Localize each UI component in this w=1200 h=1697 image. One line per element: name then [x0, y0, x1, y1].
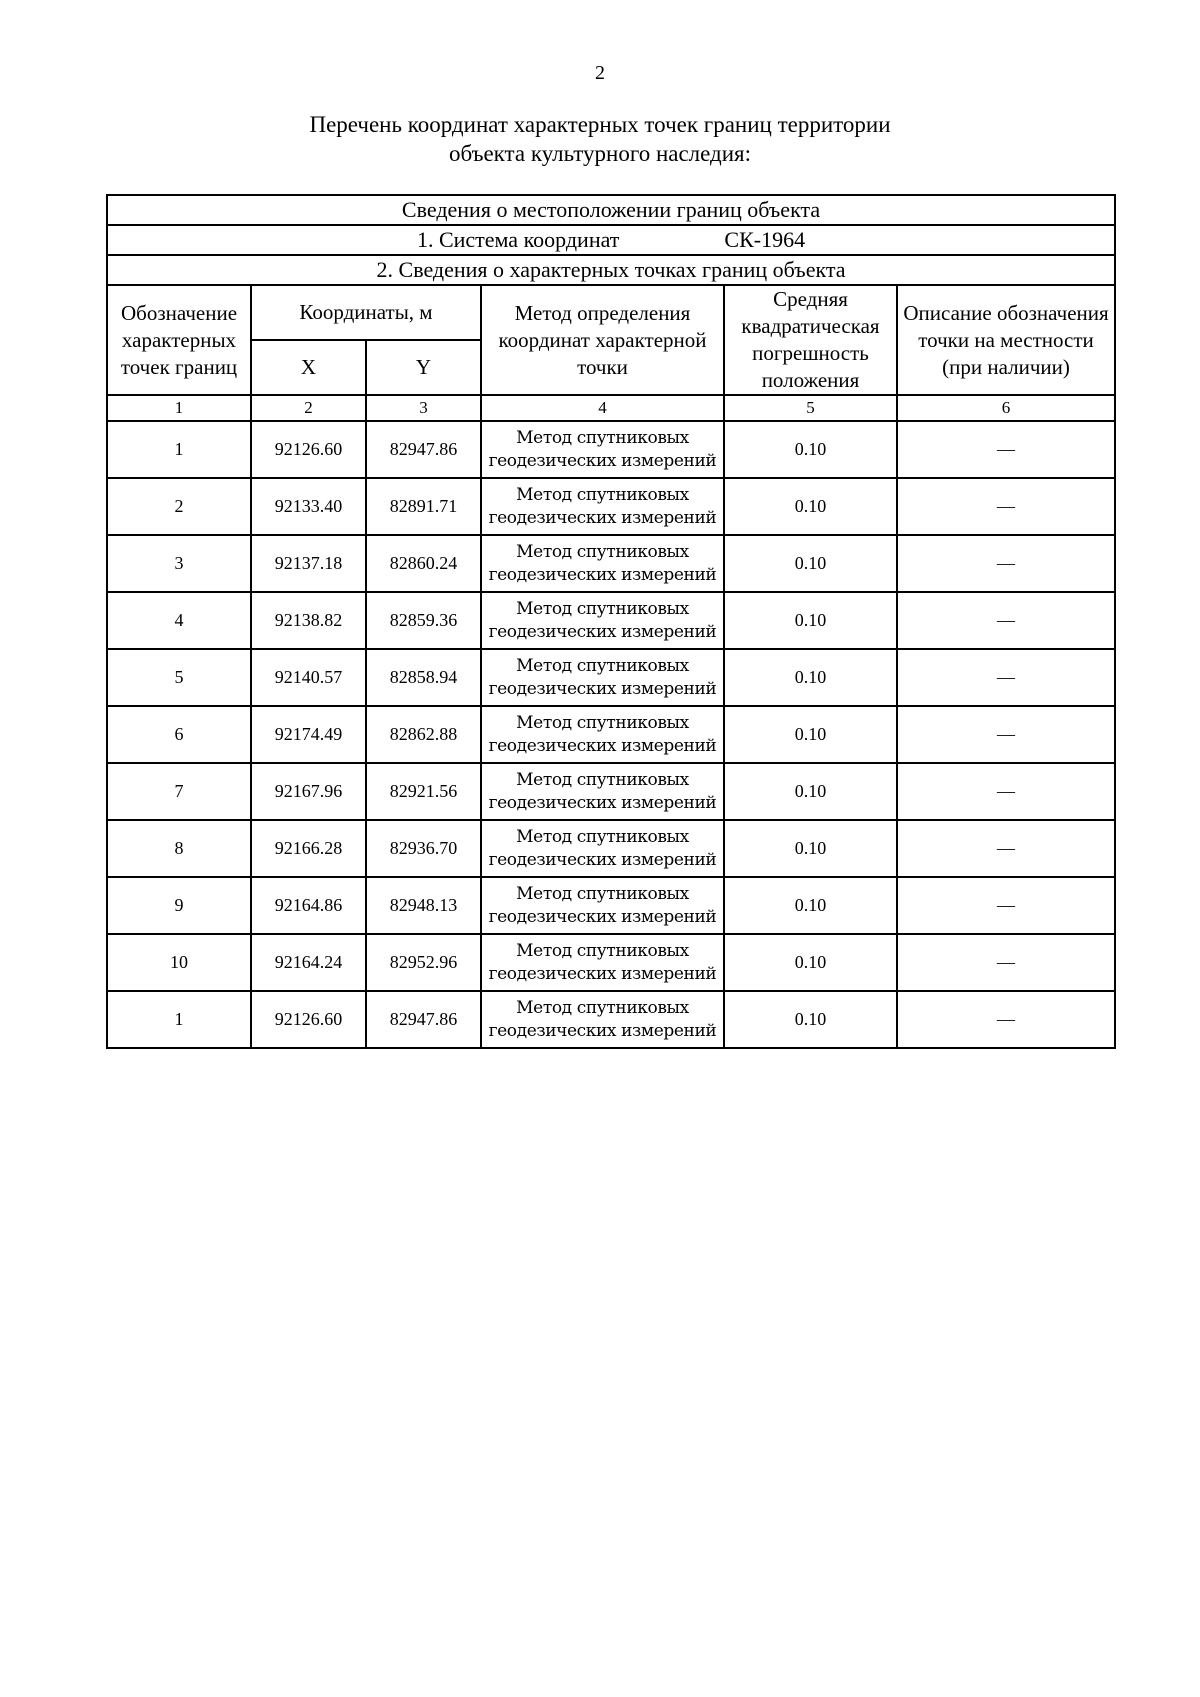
- error-cell: 0.10: [724, 535, 897, 592]
- column-number: 4: [481, 395, 724, 421]
- point-number-cell: 5: [107, 649, 251, 706]
- description-cell: —: [897, 934, 1115, 991]
- point-number-cell: 1: [107, 421, 251, 478]
- y-coordinate-cell: 82860.24: [366, 535, 481, 592]
- y-coordinate-cell: 82947.86: [366, 421, 481, 478]
- method-cell: Метод спутниковых геодезических измерений: [481, 592, 724, 649]
- description-cell: —: [897, 706, 1115, 763]
- table-row: [107, 649, 1115, 706]
- description-cell: —: [897, 991, 1115, 1048]
- y-coordinate-cell: 82921.56: [366, 763, 481, 820]
- table-row: [107, 934, 1115, 991]
- y-coordinate-cell: 82859.36: [366, 592, 481, 649]
- coordinates-table: [106, 194, 1116, 1049]
- table-row: [107, 535, 1115, 592]
- x-coordinate-cell: 92133.40: [251, 478, 366, 535]
- table-row: [107, 877, 1115, 934]
- coordinate-system-label: 1. Система координат: [416, 227, 620, 252]
- column-number: 1: [107, 395, 251, 421]
- column-number: 6: [897, 395, 1115, 421]
- description-cell: —: [897, 421, 1115, 478]
- error-cell: 0.10: [724, 763, 897, 820]
- points-caption: 2. Сведения о характерных точках границ объекта: [107, 255, 1115, 285]
- method-cell: Метод спутниковых геодезических измерений: [481, 877, 724, 934]
- header-method: Метод определения координат характерной точки: [481, 285, 724, 395]
- header-designation: Обозначение характерных точек границ: [107, 285, 251, 395]
- description-cell: —: [897, 478, 1115, 535]
- method-cell: Метод спутниковых геодезических измерений: [481, 535, 724, 592]
- x-coordinate-cell: 92140.57: [251, 649, 366, 706]
- x-coordinate-cell: 92167.96: [251, 763, 366, 820]
- method-cell: Метод спутниковых геодезических измерений: [481, 478, 724, 535]
- description-cell: —: [897, 535, 1115, 592]
- x-coordinate-cell: 92164.24: [251, 934, 366, 991]
- y-coordinate-cell: 82947.86: [366, 991, 481, 1048]
- point-number-cell: 10: [107, 934, 251, 991]
- method-cell: Метод спутниковых геодезических измерений: [481, 991, 724, 1048]
- x-coordinate-cell: 92126.60: [251, 991, 366, 1048]
- table-row: [107, 763, 1115, 820]
- header-y: Y: [366, 340, 481, 395]
- method-cell: Метод спутниковых геодезических измерений: [481, 649, 724, 706]
- point-number-cell: 1: [107, 991, 251, 1048]
- description-cell: —: [897, 649, 1115, 706]
- error-cell: 0.10: [724, 592, 897, 649]
- header-x: X: [251, 340, 366, 395]
- table-row: [107, 421, 1115, 478]
- y-coordinate-cell: 82858.94: [366, 649, 481, 706]
- coordinate-system-value: СК-1964: [724, 227, 806, 252]
- x-coordinate-cell: 92164.86: [251, 877, 366, 934]
- x-coordinate-cell: 92174.49: [251, 706, 366, 763]
- point-number-cell: 6: [107, 706, 251, 763]
- x-coordinate-cell: 92166.28: [251, 820, 366, 877]
- point-number-cell: 9: [107, 877, 251, 934]
- header-error: Средняя квадратическая погрешность положения: [724, 285, 897, 395]
- point-number-cell: 3: [107, 535, 251, 592]
- point-number-cell: 8: [107, 820, 251, 877]
- table-row: [107, 592, 1115, 649]
- error-cell: 0.10: [724, 649, 897, 706]
- y-coordinate-cell: 82936.70: [366, 820, 481, 877]
- title-line-1: Перечень координат характерных точек границ территории: [309, 112, 891, 137]
- error-cell: 0.10: [724, 421, 897, 478]
- column-number: 2: [251, 395, 366, 421]
- method-cell: Метод спутниковых геодезических измерений: [481, 820, 724, 877]
- error-cell: 0.10: [724, 706, 897, 763]
- header-coordinates: Координаты, м: [251, 285, 481, 340]
- error-cell: 0.10: [724, 991, 897, 1048]
- page-number: 2: [595, 62, 605, 84]
- x-coordinate-cell: 92138.82: [251, 592, 366, 649]
- point-number-cell: 4: [107, 592, 251, 649]
- title-line-2: объекта культурного наследия:: [448, 141, 752, 166]
- y-coordinate-cell: 82891.71: [366, 478, 481, 535]
- method-cell: Метод спутниковых геодезических измерений: [481, 763, 724, 820]
- error-cell: 0.10: [724, 478, 897, 535]
- method-cell: Метод спутниковых геодезических измерений: [481, 706, 724, 763]
- error-cell: 0.10: [724, 820, 897, 877]
- x-coordinate-cell: 92137.18: [251, 535, 366, 592]
- method-cell: Метод спутниковых геодезических измерений: [481, 934, 724, 991]
- point-number-cell: 2: [107, 478, 251, 535]
- table-row: [107, 991, 1115, 1048]
- column-number: 3: [366, 395, 481, 421]
- y-coordinate-cell: 82952.96: [366, 934, 481, 991]
- description-cell: —: [897, 820, 1115, 877]
- error-cell: 0.10: [724, 934, 897, 991]
- x-coordinate-cell: 92126.60: [251, 421, 366, 478]
- description-cell: —: [897, 877, 1115, 934]
- method-cell: Метод спутниковых геодезических измерений: [481, 421, 724, 478]
- table-row: [107, 820, 1115, 877]
- point-number-cell: 7: [107, 763, 251, 820]
- table-body: [107, 421, 1115, 1048]
- y-coordinate-cell: 82948.13: [366, 877, 481, 934]
- column-number: 5: [724, 395, 897, 421]
- table-caption: Сведения о местоположении границ объекта: [107, 195, 1115, 225]
- table-row: [107, 706, 1115, 763]
- document-title: [0, 110, 1200, 168]
- header-description: Описание обозначения точки на местности (при наличии): [897, 285, 1115, 395]
- description-cell: —: [897, 592, 1115, 649]
- description-cell: —: [897, 763, 1115, 820]
- y-coordinate-cell: 82862.88: [366, 706, 481, 763]
- error-cell: 0.10: [724, 877, 897, 934]
- table-row: [107, 478, 1115, 535]
- coordinate-system-row: [107, 225, 1115, 255]
